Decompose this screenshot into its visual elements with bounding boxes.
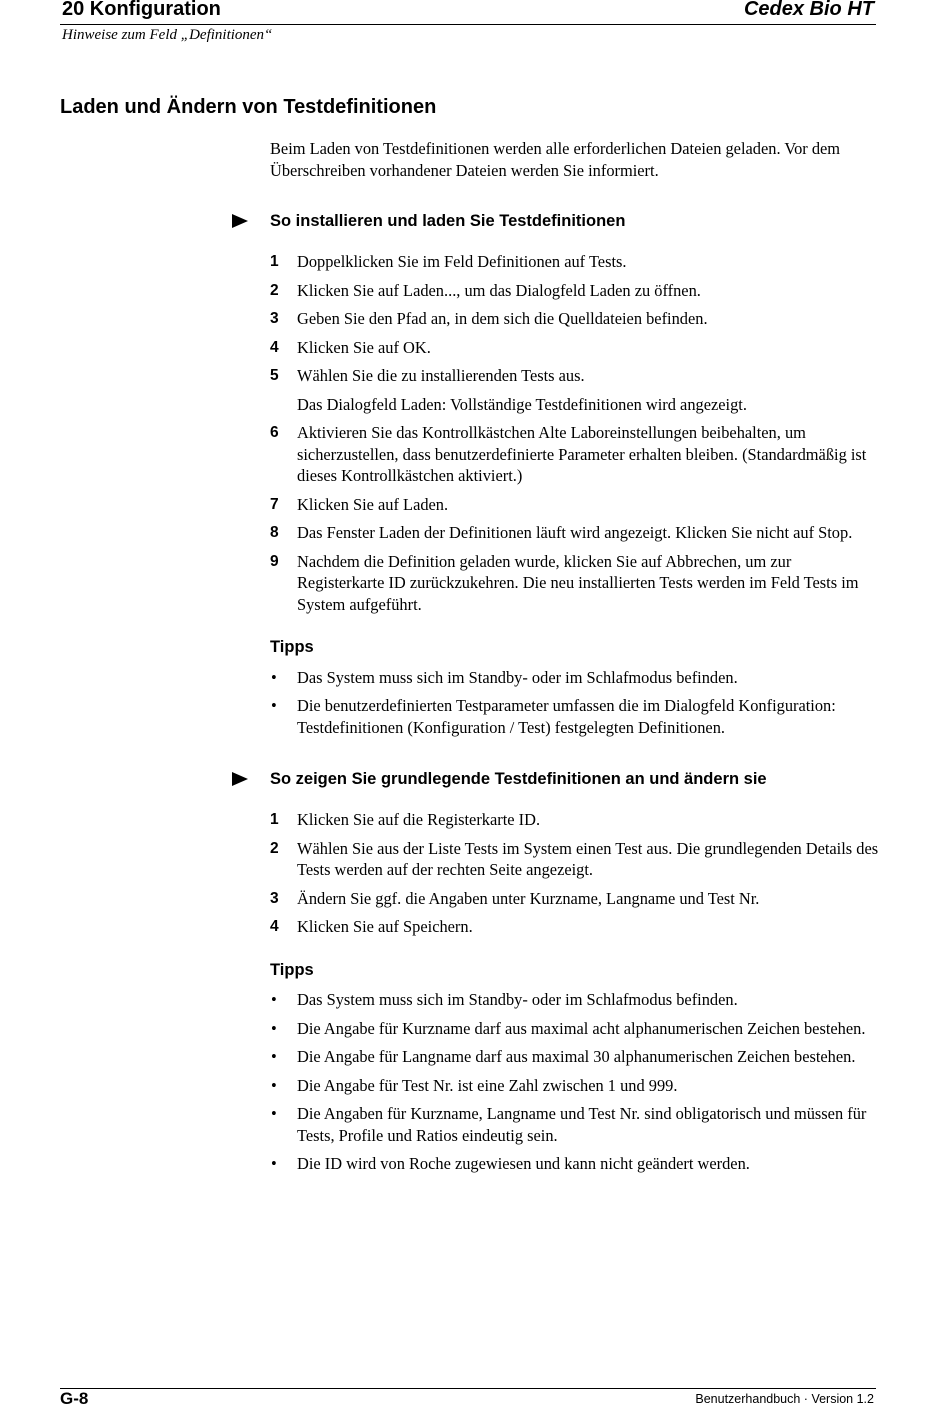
step-number: 9 [270, 552, 279, 570]
procedure-step [270, 551, 880, 616]
procedure-step [270, 838, 880, 881]
step-text: Klicken Sie auf die Registerkarte ID. [297, 810, 541, 829]
tip-item [270, 1103, 880, 1146]
page-header [60, 0, 876, 43]
procedure-step [270, 308, 880, 330]
procedure-step [270, 888, 880, 910]
tips-title: Tipps [270, 638, 314, 656]
bullet-icon: • [271, 1104, 277, 1123]
tips-list [270, 667, 880, 739]
product-name: Cedex Bio HT [743, 0, 874, 20]
procedure-step [270, 337, 880, 359]
procedure-step [270, 251, 880, 273]
tip-text: Die ID wird von Roche zugewiesen und kann nicht geändert werden. [297, 1154, 750, 1173]
step-number: 8 [270, 524, 279, 541]
procedure-step [270, 522, 880, 544]
tip-item [270, 1046, 880, 1068]
procedure-title [270, 210, 880, 232]
procedure-arrow-icon [232, 772, 248, 786]
step-number: 4 [270, 338, 279, 356]
step-number: 3 [270, 310, 279, 327]
tips-list [270, 989, 880, 1175]
main-content [270, 138, 880, 1182]
tip-item [270, 989, 880, 1011]
tips-title: Tipps [270, 960, 314, 979]
bullet-icon: • [271, 1018, 277, 1038]
step-result: Das Dialogfeld Laden: Vollständige Testdefinitionen wird angezeigt. [297, 394, 747, 414]
intro-paragraph: Beim Laden von Testdefinitionen werden alle erforderlichen Dateien geladen. Vor dem Überschreiben vorhandener Dateien werden Sie informiert. [270, 139, 841, 180]
step-text: Klicken Sie auf OK. [297, 337, 431, 357]
tip-text: Die Angabe für Test Nr. ist eine Zahl zwischen 1 und 999. [297, 1075, 678, 1095]
step-text: Aktivieren Sie das Kontrollkästchen Alte Laboreinstellungen beibehalten, um sicherzustellen, dass benutzerdefinierte Parameter erhalten bleiben. (Standardmäßig ist dieses Kontrollkästchen aktiviert.) [297, 423, 867, 485]
tip-text: Die Angabe für Langname darf aus maximal 30 alphanumerischen Zeichen bestehen. [297, 1047, 856, 1066]
tip-item [270, 695, 880, 738]
step-number: 2 [270, 839, 279, 857]
step-number: 1 [270, 253, 279, 270]
bullet-icon: • [271, 667, 277, 687]
tip-text: Das System muss sich im Standby- oder im Schlafmodus befinden. [297, 667, 738, 687]
step-number: 4 [270, 918, 279, 935]
tip-item [270, 1018, 880, 1040]
bullet-icon: • [271, 1075, 277, 1095]
section-spacer [270, 745, 880, 768]
tip-text: Die Angaben für Kurzname, Langname und Test Nr. sind obligatorisch und müssen für Tests, Profile und Ratios eindeutig sein. [297, 1104, 867, 1145]
procedure-arrow-icon [232, 214, 248, 228]
procedure-title [270, 768, 880, 790]
step-number: 2 [270, 281, 279, 299]
bullet-icon: • [271, 1154, 277, 1173]
step-text: Wählen Sie aus der Liste Tests im System einen Test aus. Die grundlegenden Details des Tests werden auf der rechten Seite angezeigt. [297, 838, 879, 879]
procedure-steps [270, 251, 880, 615]
step-number: 1 [270, 811, 279, 828]
tip-text: Das System muss sich im Standby- oder im Schlafmodus befinden. [297, 990, 738, 1009]
step-text: Doppelklicken Sie im Feld Definitionen auf Tests. [297, 252, 627, 271]
chapter-title: 20 Konfiguration [62, 0, 221, 20]
procedure-step [270, 809, 880, 831]
header-subheading: Hinweise zum Feld „Definitionen“ [62, 27, 273, 43]
step-text: Klicken Sie auf Laden. [297, 494, 449, 514]
step-number: 6 [270, 424, 279, 441]
step-text: Nachdem die Definition geladen wurde, klicken Sie auf Abbrechen, um zur Registerkarte ID zurückzukehren. Die neu installierten Tests werden im Feld Tests im System aufgeführt. [297, 551, 859, 614]
step-number: 3 [270, 889, 279, 907]
step-number: 7 [270, 495, 279, 513]
step-text: Ändern Sie ggf. die Angaben unter Kurzname, Langname und Test Nr. [297, 888, 760, 908]
procedure-step [270, 422, 880, 487]
footer-rule [60, 1388, 876, 1389]
header-row [60, 0, 876, 24]
bullet-icon: • [271, 696, 277, 715]
procedure-steps [270, 809, 880, 938]
tip-text: Die benutzerdefinierten Testparameter umfassen die im Dialogfeld Konfiguration: Testdefinitionen (Konfiguration / Test) festgelegten Definitionen. [297, 696, 836, 737]
page-number: G-8 [60, 1389, 89, 1408]
page-footer [60, 1388, 876, 1409]
procedure-step [270, 916, 880, 938]
tip-item [270, 1153, 880, 1175]
procedure-step [270, 280, 880, 302]
section-title: Laden und Ändern von Testdefinitionen [60, 96, 437, 118]
document-info: Benutzerhandbuch · Version 1.2 [695, 1392, 874, 1406]
procedure-title-text: So zeigen Sie grundlegende Testdefinitionen an und ändern sie [270, 770, 767, 788]
step-text: Das Fenster Laden der Definitionen läuft wird angezeigt. Klicken Sie nicht auf Stop. [297, 523, 853, 542]
tip-item [270, 1075, 880, 1097]
bullet-icon: • [271, 990, 277, 1009]
procedure-step [270, 494, 880, 516]
bullet-icon: • [271, 1047, 277, 1066]
step-number: 5 [270, 367, 279, 384]
tip-item [270, 667, 880, 689]
header-rule [60, 24, 876, 25]
step-text: Klicken Sie auf Laden..., um das Dialogfeld Laden zu öffnen. [297, 280, 701, 300]
tip-text: Die Angabe für Kurzname darf aus maximal acht alphanumerischen Zeichen bestehen. [297, 1018, 866, 1038]
step-text: Geben Sie den Pfad an, in dem sich die Quelldateien befinden. [297, 309, 708, 328]
procedure-step [270, 365, 880, 415]
step-text: Wählen Sie die zu installierenden Tests aus. [297, 366, 585, 385]
procedure-title-text: So installieren und laden Sie Testdefinitionen [270, 212, 626, 230]
step-text: Klicken Sie auf Speichern. [297, 917, 473, 936]
